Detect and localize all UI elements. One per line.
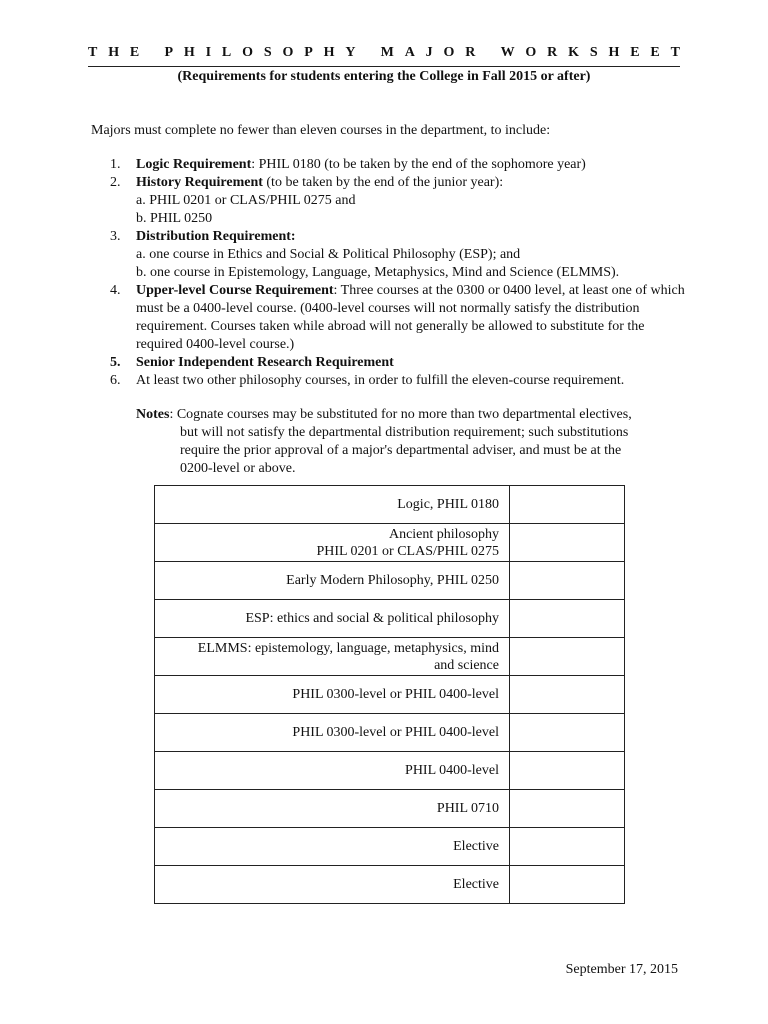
title-letter: Y: [345, 45, 356, 60]
requirement-item: [110, 228, 690, 282]
title-letter: H: [323, 45, 335, 60]
title-letter: L: [221, 45, 232, 60]
course-entry-cell[interactable]: [510, 486, 625, 524]
course-row: [155, 638, 625, 676]
notes-first-line: : Cognate courses may be substituted for no more than two departmental electives,: [169, 407, 632, 422]
worksheet-table: [154, 485, 625, 904]
title-rule: [88, 66, 680, 67]
title-letter: E: [129, 45, 140, 60]
requirement-number: 5.: [110, 355, 121, 370]
notes: [136, 406, 676, 478]
requirement-number: 1.: [110, 157, 121, 172]
course-row: [155, 866, 625, 904]
title-letter: O: [525, 45, 537, 60]
requirement-text: (to be taken by the end of the junior year):: [262, 175, 504, 190]
requirement-subline: a. one course in Ethics and Social & Political Philosophy (ESP); and: [136, 247, 521, 262]
title-letter: W: [500, 45, 515, 60]
course-entry-cell[interactable]: [510, 638, 625, 676]
course-label: Early Modern Philosophy, PHIL 0250: [155, 562, 510, 600]
course-label: ESP: ethics and social & political philosophy: [155, 600, 510, 638]
worksheet-title: [88, 44, 680, 62]
title-letter: T: [88, 45, 98, 60]
title-letter: E: [630, 45, 640, 60]
date: September 17, 2015: [565, 962, 678, 977]
course-entry-cell[interactable]: [510, 790, 625, 828]
course-label: Logic, PHIL 0180: [155, 486, 510, 524]
course-label: PHIL 0400-level: [155, 752, 510, 790]
notes-line: 0200-level or above.: [180, 461, 296, 476]
title-letter: S: [263, 45, 272, 60]
title-letter: H: [608, 45, 620, 60]
course-entry-cell[interactable]: [510, 676, 625, 714]
course-label: Elective: [155, 828, 510, 866]
title-letter: A: [404, 45, 415, 60]
requirement-item: [110, 156, 690, 174]
title-letter: I: [205, 45, 212, 60]
title-letter: K: [568, 45, 579, 60]
requirement-item: [110, 174, 690, 228]
course-label: Elective: [155, 866, 510, 904]
course-entry-cell[interactable]: [510, 752, 625, 790]
course-row: [155, 714, 625, 752]
course-entry-cell[interactable]: [510, 866, 625, 904]
title-letter: H: [108, 45, 120, 60]
requirement-item: [110, 282, 690, 354]
course-row: [155, 524, 625, 562]
requirement-heading: Logic Requirement: [136, 157, 252, 172]
title-letter: [486, 44, 490, 62]
title-letter: P: [164, 45, 174, 60]
requirement-text: At least two other philosophy courses, in order to fulfill the eleven-course requirement.: [136, 373, 625, 388]
requirement-heading: Upper-level Course Requirement: [136, 283, 334, 298]
requirement-number: 6.: [110, 373, 121, 388]
course-entry-cell[interactable]: [510, 828, 625, 866]
notes-label: Notes: [136, 407, 170, 422]
requirement-item: [110, 372, 690, 390]
course-label: PHIL 0710: [155, 790, 510, 828]
course-label: ELMMS: epistemology, language, metaphysics, mind and science: [155, 638, 510, 676]
requirement-number: 2.: [110, 175, 121, 190]
title-letter: P: [304, 45, 313, 60]
notes-line: but will not satisfy the departmental distribution requirement; such substitutions: [180, 425, 629, 440]
course-entry-cell[interactable]: [510, 524, 625, 562]
requirement-subline: a. PHIL 0201 or CLAS/PHIL 0275 and: [136, 193, 356, 208]
requirement-number: 3.: [110, 229, 121, 244]
title-letter: S: [589, 45, 598, 60]
title-letter: R: [547, 45, 558, 60]
title-letter: H: [183, 45, 195, 60]
course-entry-cell[interactable]: [510, 600, 625, 638]
requirement-text: : Three courses at the 0300 or 0400 level, at least one of which must be a 0400-level course. (0400-level courses will not normally satisfy the distribution requirement. Courses taken while abroad will not generally be allowed to substitute for the required 0400-level course.): [136, 283, 685, 352]
course-entry-cell[interactable]: [510, 714, 625, 752]
title-letter: O: [443, 45, 455, 60]
course-label: Ancient philosophy PHIL 0201 or CLAS/PHIL 0275: [155, 524, 510, 562]
course-row: [155, 600, 625, 638]
course-row: [155, 676, 625, 714]
requirement-subline: b. one course in Epistemology, Language, Metaphysics, Mind and Science (ELMMS).: [136, 265, 620, 280]
title-letter: R: [465, 45, 476, 60]
title-letter: O: [242, 45, 253, 60]
intro-text: Majors must complete no fewer than eleven courses in the department, to include:: [91, 123, 551, 138]
requirement-text: : PHIL 0180 (to be taken by the end of the sophomore year): [251, 157, 586, 172]
notes-line: require the prior approval of a major's departmental adviser, and must be at the: [180, 443, 622, 458]
course-row: [155, 562, 625, 600]
title-letter: [150, 44, 154, 62]
title-letter: J: [425, 45, 433, 60]
course-entry-cell[interactable]: [510, 562, 625, 600]
requirements-list: [110, 156, 690, 390]
title-letter: M: [380, 45, 394, 60]
requirement-heading: History Requirement: [136, 175, 263, 190]
course-row: [155, 752, 625, 790]
title-letter: [366, 44, 370, 62]
course-label: PHIL 0300-level or PHIL 0400-level: [155, 714, 510, 752]
title-letter: T: [670, 45, 680, 60]
title-letter: E: [650, 45, 660, 60]
course-row: [155, 790, 625, 828]
course-label: PHIL 0300-level or PHIL 0400-level: [155, 676, 510, 714]
course-row: [155, 828, 625, 866]
course-row: [155, 486, 625, 524]
requirement-heading: Distribution Requirement:: [136, 229, 296, 244]
title-letter: O: [282, 45, 294, 60]
requirement-item: [110, 354, 690, 372]
requirement-subline: b. PHIL 0250: [136, 211, 213, 226]
subtitle: (Requirements for students entering the College in Fall 2015 or after): [177, 69, 591, 84]
requirement-number: 4.: [110, 283, 121, 298]
requirement-heading: Senior Independent Research Requirement: [136, 355, 394, 370]
